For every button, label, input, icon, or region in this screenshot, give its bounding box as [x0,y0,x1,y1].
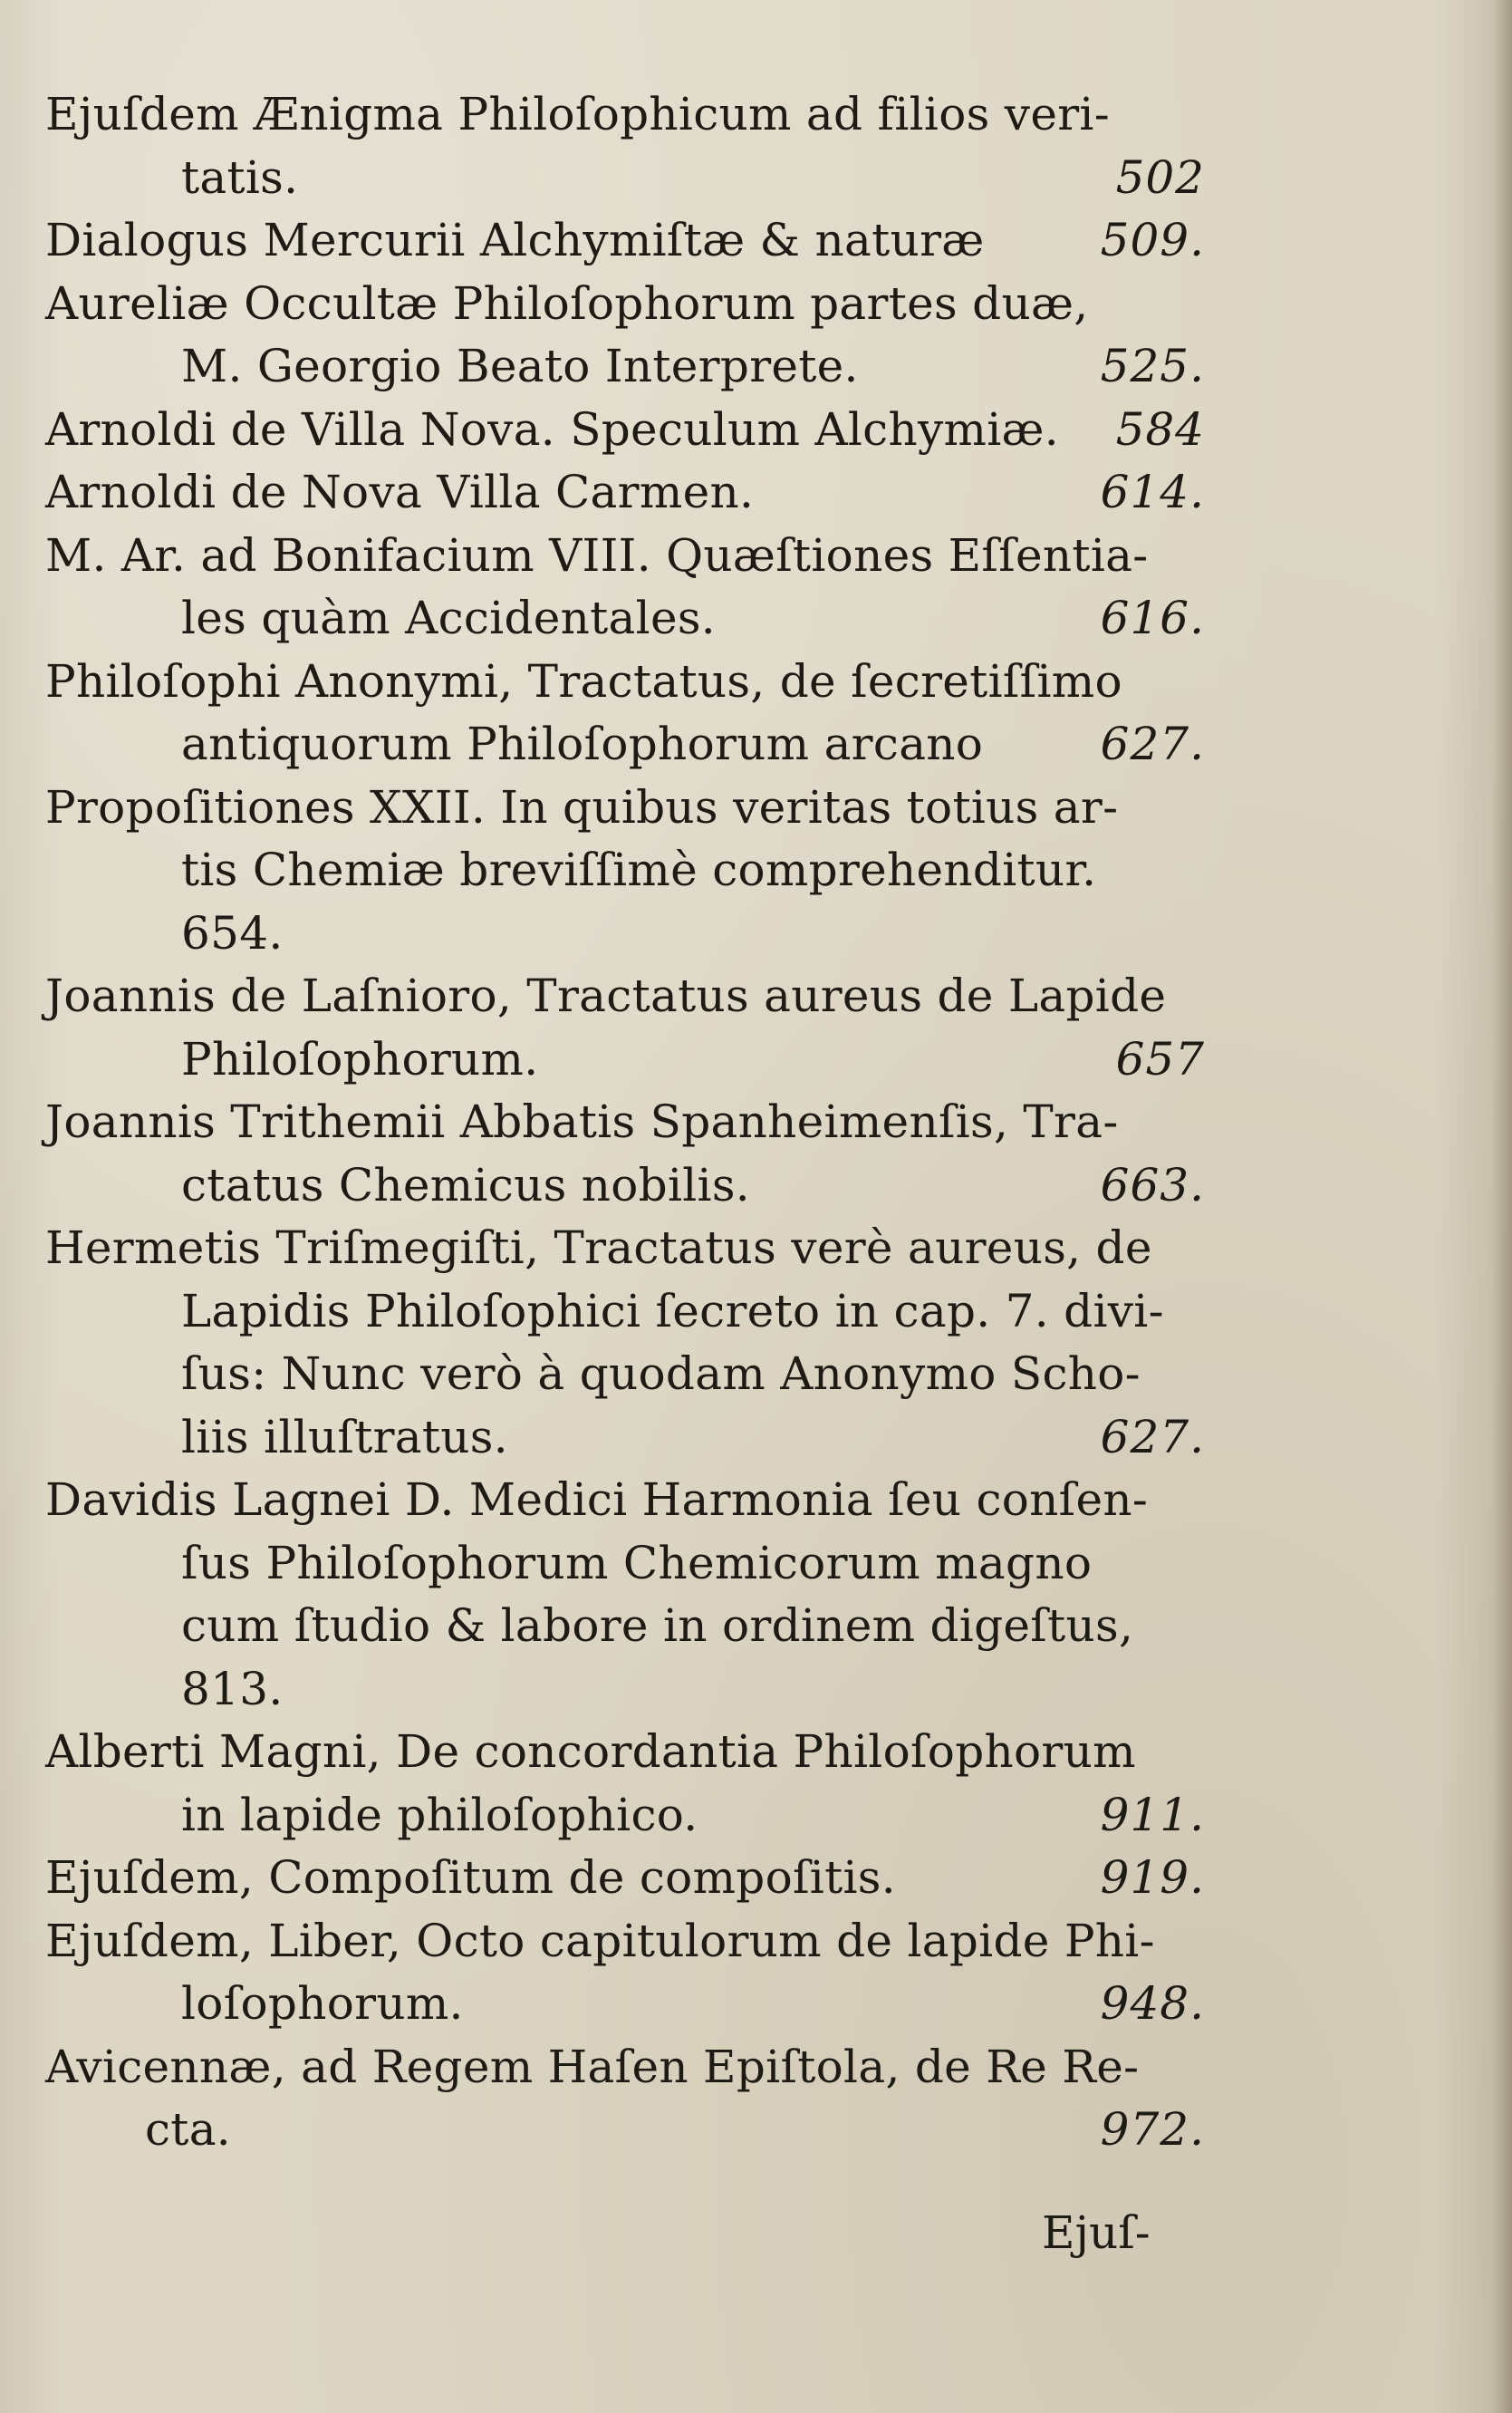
page-number: 663. [1100,1158,1205,1211]
entry-line-text: Ejuſdem, Compoſitum de compoſitis. [45,1851,896,1904]
entry-line: 654. [181,906,284,960]
entry-line: 813. [181,1662,284,1715]
entry-line: Aureliæ Occultæ Philoſophorum partes duæ, [45,276,1089,330]
entry-line-text: Philoſophorum. [181,1032,539,1086]
toc-entry [45,525,1205,651]
entry-line-text: liis illuſtratus. [181,1410,508,1463]
entry-line-text: loſophorum. [181,1977,464,2030]
entry-line-text: antiquorum Philoſophorum arcano [181,718,984,770]
toc-entry [45,1469,1196,1721]
entry-line: Lapidis Philoſophici ſecreto in cap. 7. divi- [181,1284,1164,1337]
page-edge-shadow [1492,0,1512,2413]
page-number: 948. [1100,1977,1205,2030]
entry-line: Ejuſdem, Liber, Octo capitulorum de lapide Phi- [45,1914,1155,1967]
entry-line: Propoſitiones XXII. In quibus veritas totius ar- [45,780,1119,834]
page-number: 584 [1115,402,1205,456]
entry-line-text: cta. [145,2103,231,2156]
table-of-contents [45,83,1205,2162]
toc-entry [45,1091,1205,1217]
entry-line [45,1847,1205,1910]
page-number: 911. [1100,1788,1205,1841]
entry-line: Joannis Trithemii Abbatis Spanheimenſis, Tra- [45,1096,1119,1148]
entry-line: ſus Philoſophorum Chemicorum magno [181,1536,1093,1589]
page-number: 525. [1100,340,1205,392]
toc-entry [45,83,1205,209]
entry-line-text: tatis. [181,150,299,204]
page-number: 972. [1100,2103,1205,2156]
entry-line: Joannis de Laſnioro, Tractatus aureus de Lapide [45,970,1167,1022]
page-number: 627. [1100,718,1205,770]
entry-line [45,209,1205,273]
entry-line: ſus: Nunc verò à quodam Anonymo Scho- [181,1347,1141,1400]
entry-line-text: les quàm Accidentales. [181,592,716,644]
entry-line: Alberti Magni, De concordantia Philoſophorum [45,1725,1136,1778]
toc-entry [45,777,1196,966]
entry-line [45,1154,1205,1218]
page-number: 614. [1100,466,1205,518]
entry-line [45,1973,1205,2036]
entry-line [45,1028,1205,1092]
toc-entry [45,651,1205,777]
page-number: 919. [1100,1851,1205,1904]
entry-line [45,587,1205,651]
entry-line: Avicennæ, ad Regem Haſen Epiſtola, de Re Re- [45,2040,1140,2093]
entry-line: Ejuſdem Ænigma Philoſophicum ad filios veri- [45,88,1110,140]
entry-line [45,2099,1205,2162]
entry-line-text: M. Georgio Beato Interprete. [181,340,859,392]
toc-entry [45,461,1205,525]
entry-line-text: Dialogus Mercurii Alchymiſtæ & naturæ [45,214,985,266]
catchword: Ejuſ- [1042,2206,1151,2259]
entry-line-text: in lapide philoſophico. [181,1788,698,1841]
toc-entry [45,209,1205,273]
page-number: 616. [1100,592,1205,644]
entry-line: Hermetis Triſmegiſti, Tractatus verè aureus, de [45,1221,1152,1274]
entry-line-text: ctatus Chemicus nobilis. [181,1158,751,1211]
entry-line-text: Arnoldi de Nova Villa Carmen. [45,466,755,518]
toc-entry [45,965,1205,1091]
entry-line [45,399,1205,462]
toc-entry [45,1910,1205,2036]
entry-line: Davidis Lagnei D. Medici Harmonia ſeu conſen- [45,1473,1149,1526]
entry-line [45,461,1205,525]
page-number: 657 [1115,1032,1205,1086]
toc-entry [45,1721,1205,1847]
page-number: 509. [1100,214,1205,266]
entry-line-text: Arnoldi de Villa Nova. Speculum Alchymiæ. [45,402,1059,456]
toc-entry [45,2036,1205,2162]
toc-entry [45,273,1205,399]
page-number: 627. [1100,1410,1205,1463]
page-number: 502 [1115,150,1205,204]
toc-entry [45,1847,1205,1910]
entry-line: cum ſtudio & labore in ordinem digeſtus, [181,1599,1134,1652]
entry-line [45,335,1205,399]
toc-entry [45,399,1205,462]
entry-line [45,713,1205,777]
entry-line [45,1784,1205,1848]
entry-line: tis Chemiæ breviſſimè comprehenditur. [181,844,1097,896]
entry-line [45,147,1205,210]
entry-line [45,1406,1205,1470]
entry-line: M. Ar. ad Bonifacium VIII. Quæſtiones Eſſentia- [45,528,1149,582]
toc-entry [45,1217,1205,1469]
entry-line: Philoſophi Anonymi, Tractatus, de ſecretiſſimo [45,654,1122,708]
